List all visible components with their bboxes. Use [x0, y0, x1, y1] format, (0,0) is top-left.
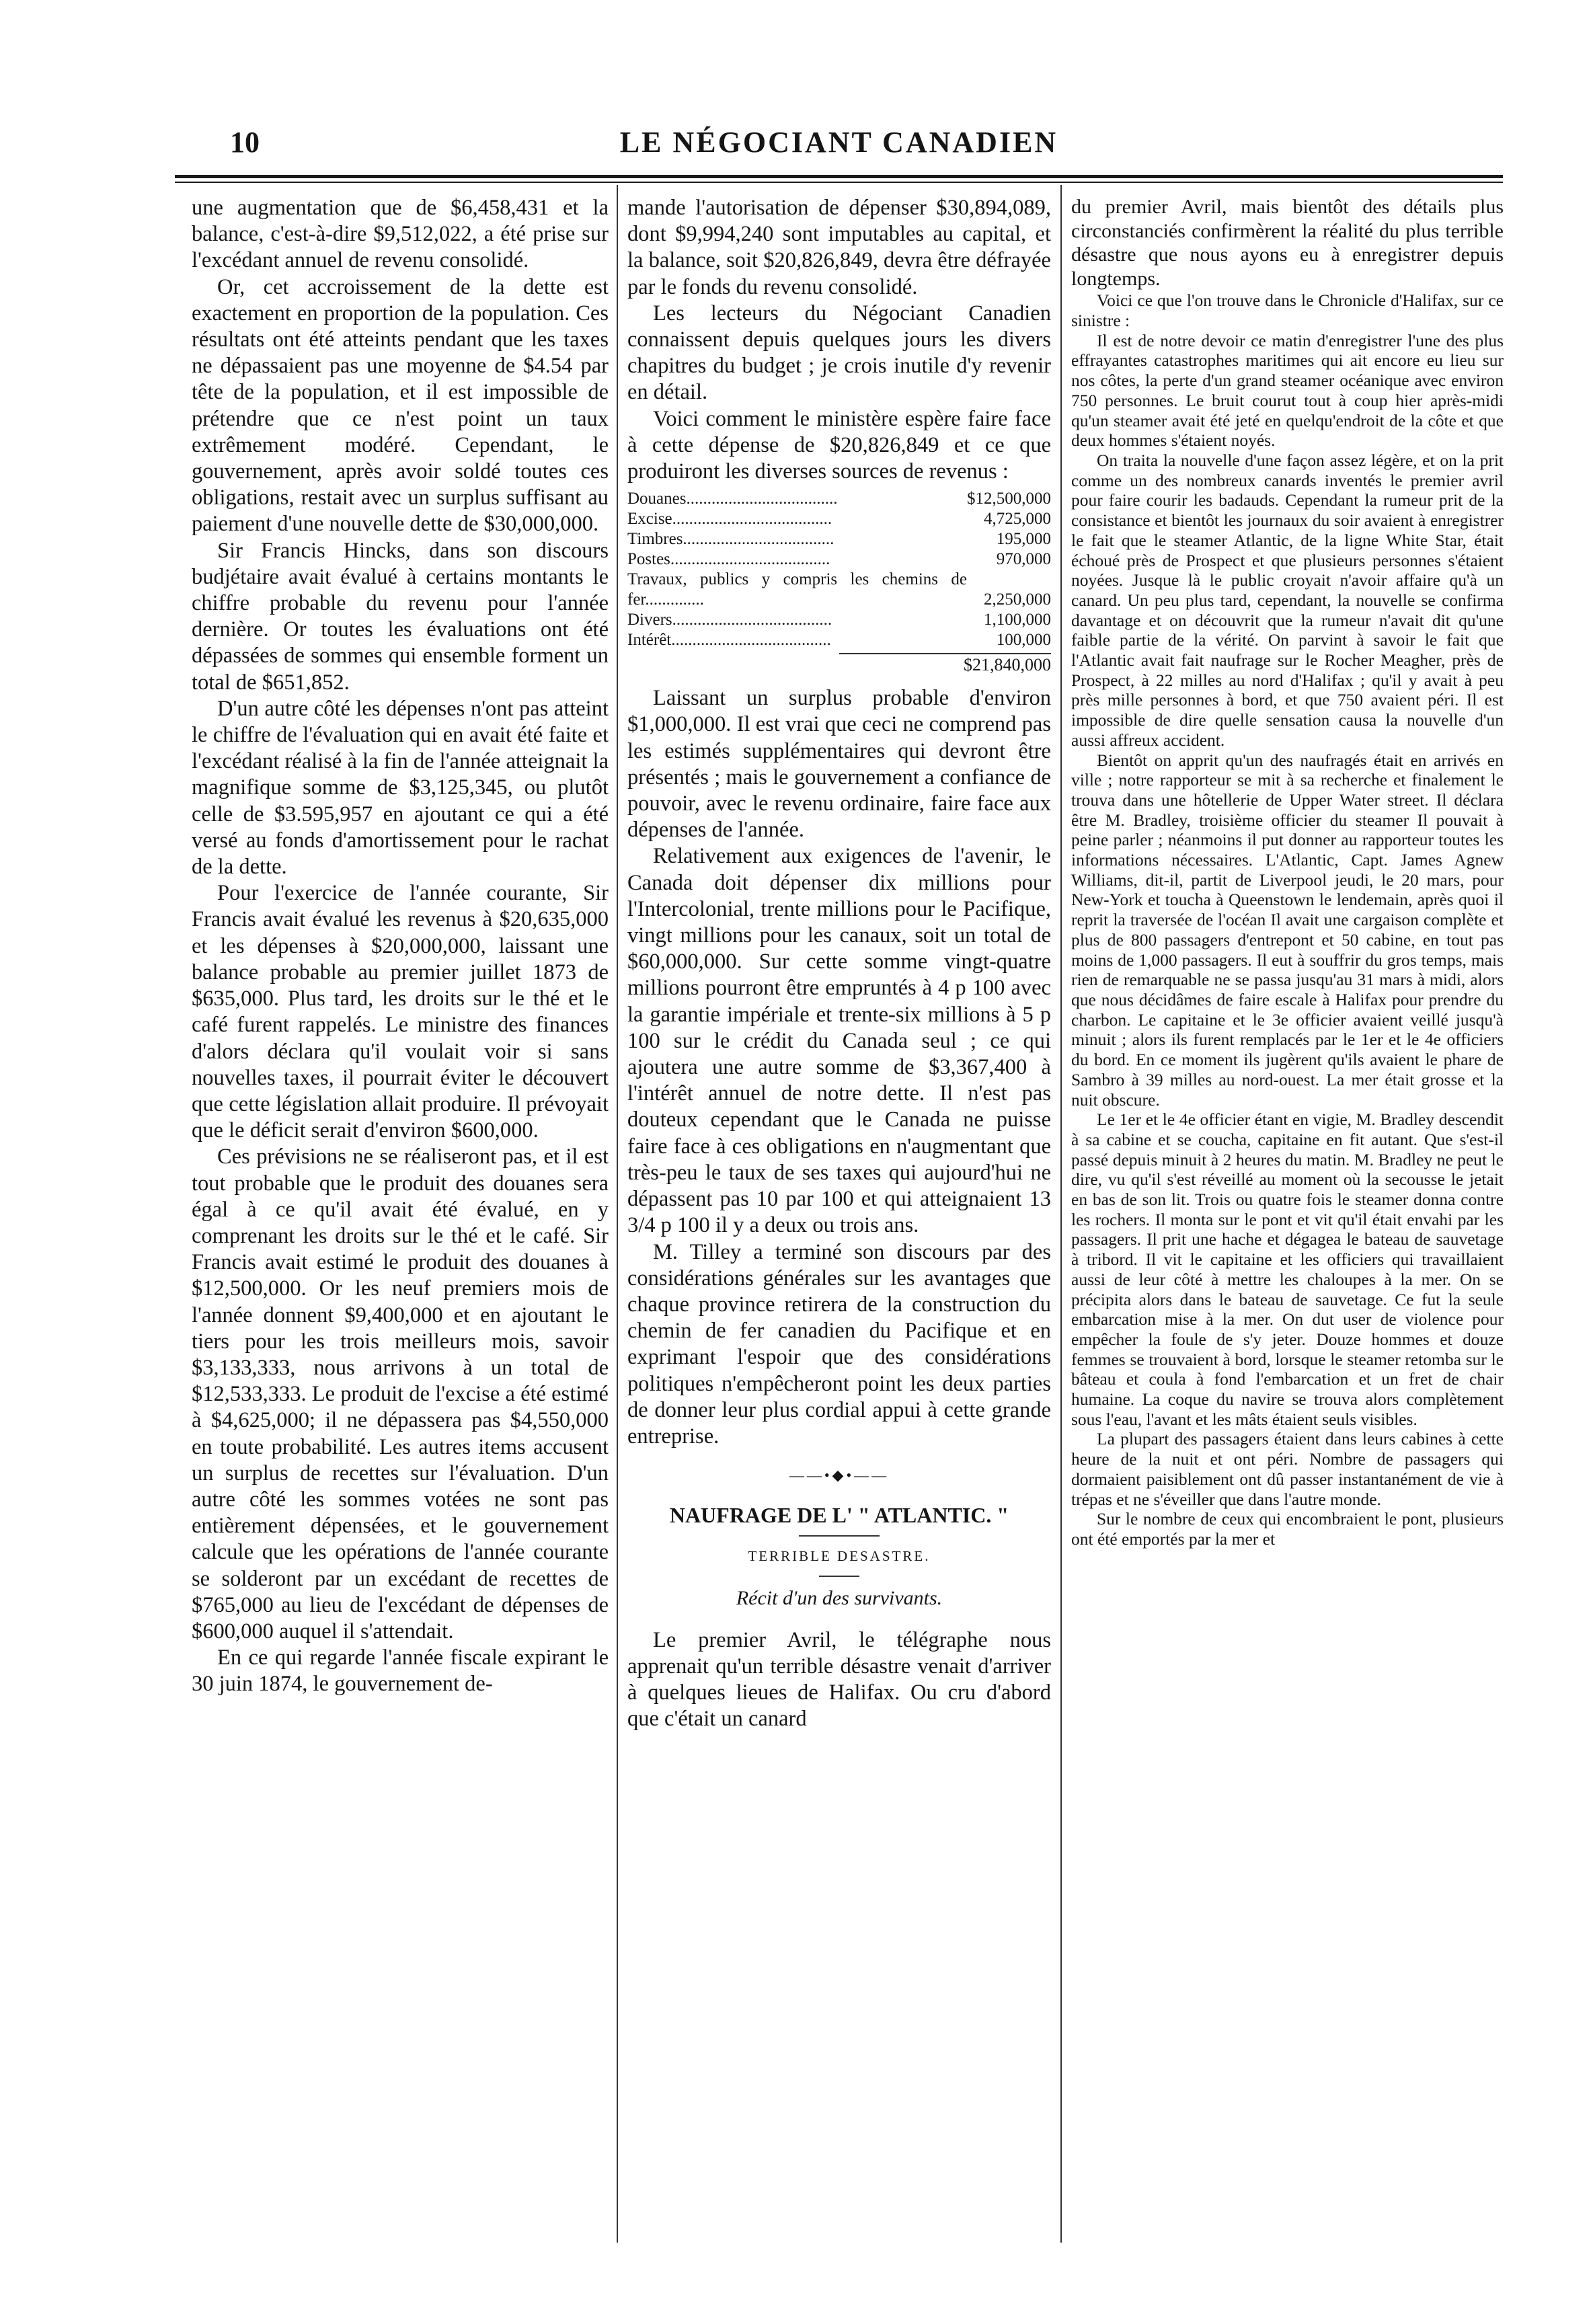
paragraph: Relativement aux exigences de l'avenir, le Canada doit dépenser dix millions pour l'Intercolonial, trente millions pour le Pacifique, vingt millions pour les canaux, soit un total de $60,000,000. Sur cette somme vingt-quatre millions pourront être empruntés à 4 p 100 avec la garantie impériale et trente-six millions à 5 p 100 sur le crédit du Canada seul ; ce qui ajoutera une autre somme de $3,367,400 à l'intérêt annuel de notre dette. Il n'est pas douteux cependant que le Canada ne puisse faire face à ces obligations en n'augmentant que très-peu le taux de ses taxes qui aujourd'hui ne dépassent pas 10 par 100 et qui atteignaient 13 3/4 p 100 il y a deux ou trois ans.	[627, 844, 1051, 1238]
table-cell-label: Travaux, publics y compris les chemins de fer..............	[627, 570, 967, 609]
table-cell-value: 970,000	[996, 550, 1051, 569]
table-row	[627, 549, 1051, 570]
paragraph: La plupart des passagers étaient dans leurs cabines à cette heure de la nuit et ont péri. Nombre de passagers qui dormaient paisiblement ont dû passer instantanément de vie à trépas et ne s'éveiller que dans l'autre monde.	[1071, 1429, 1504, 1509]
table-cell-label: Timbres....................................	[627, 530, 834, 549]
header-rule-thin	[175, 182, 1503, 183]
revenue-total: $21,840,000	[839, 653, 1051, 676]
paragraph: Bientôt on apprit qu'un des naufragés était en arrivés en ville ; notre rapporteur se mit à sa recherche et finalement le trouva dans une hôtellerie de Upper Water street. Il déclara être M. Bradley, troisième officier du steamer Il pouvait à peine parler ; néanmoins il put donner au rapporteur toutes les informations nécessaires. L'Atlantic, Capt. James Agnew Williams, dit-il, partit de Liverpool jeudi, le 20 mars, pour New-York et toucha à Queenstown le lendemain, après quoi il reprit la traversée de l'océan Il avait une cargaison complète et plus de 800 passagers d'entrepont et 50 cabine, en tout pas moins de 1,000 passagers. Il eut à souffrir du gros temps, mais rien de remarquable ne se passa jusqu'au 31 mars à midi, alors que nous décidâmes de faire escale à Halifax pour prendre du charbon. Le capitaine et le 3e officier avaient veillé jusqu'à minuit ; alors ils furent remplacés par le 1er et le 4e officiers du bord. En ce moment ils jugèrent qu'ils avaient le phare de Sambro à 39 milles au nord-ouest. La mer était grosse et la nuit obscure.	[1071, 750, 1504, 1110]
paragraph: Les lecteurs du Négociant Canadien connaissent depuis quelques jours les divers chapitres du budget ; je crois inutile d'y revenir en détail.	[627, 301, 1051, 405]
table-cell-label: Postes......................................	[627, 550, 830, 569]
newspaper-title: LE NÉGOCIANT CANADIEN	[619, 126, 1058, 159]
table-cell-label: Excise......................................	[627, 510, 832, 529]
paragraph: Sir Francis Hincks, dans son discours budjétaire avait évalué à certains montants le chiffre probable du revenu pour l'année dernière. Or toutes les évaluations ont été dépassées de sommes qui ensemble forment un total de $651,852.	[192, 538, 609, 695]
table-cell-value: 195,000	[996, 530, 1051, 549]
table-cell-label: Douanes....................................	[627, 490, 838, 508]
column-2	[627, 195, 1051, 1733]
page-header	[175, 125, 1503, 165]
paragraph: En ce qui regarde l'année fiscale expirant le 30 juin 1874, le gouvernement de-	[192, 1645, 609, 1697]
table-row	[627, 489, 1051, 509]
paragraph: Le premier Avril, le télégraphe nous apprenait qu'un terrible désastre venait d'arriver à quelques lieues de Halifax. Ou cru d'abord que c'était un canard	[627, 1627, 1051, 1732]
title-rule	[799, 1535, 880, 1537]
paragraph: Sur le nombre de ceux qui encombraient le pont, plusieurs ont été emportés par la mer et	[1071, 1509, 1504, 1549]
article-title: NAUFRAGE DE L' " ATLANTIC. "	[669, 1503, 1009, 1528]
table-cell-value: 2,250,000	[984, 590, 1051, 609]
section-ornament: ——•◆•——	[789, 1467, 890, 1484]
table-row	[627, 529, 1051, 549]
paragraph: Voici ce que l'on trouve dans le Chronicle d'Halifax, sur ce sinistre :	[1071, 290, 1504, 331]
paragraph: Il est de notre devoir ce matin d'enregistrer l'une des plus effrayantes catastrophes maritimes qui ait encore eu lieu sur nos côtes, la perte d'un grand steamer océanique avec environ 750 personnes. Le bruit courut tout à coup hier après-midi qu'un steamer avait été jeté en quelqu'endroit de la côte et que deux hommes s'étaient noyés.	[1071, 330, 1504, 451]
page-number: 10	[230, 126, 260, 159]
paragraph: mande l'autorisation de dépenser $30,894,089, dont $9,994,240 sont imputables au capital, et la balance, soit $20,826,849, devra être défrayée par le fonds du revenu consolidé.	[627, 196, 1051, 299]
table-row	[627, 630, 1051, 650]
paragraph: D'un autre côté les dépenses n'ont pas atteint le chiffre de l'évaluation qui en avait été faite et l'excédant réalisé à la fin de l'année atteignait la magnifique somme de $3,125,345, ou plutôt celle de $3.595,957 en ajoutant ce qui a été versé au fonds d'amortissement pour le rachat de la dette.	[192, 696, 609, 880]
table-cell-value: $12,500,000	[967, 490, 1051, 508]
column-divider	[1060, 185, 1062, 2243]
column-1	[192, 195, 609, 1698]
article-byline: Récit d'un des survivants.	[736, 1586, 943, 1609]
paragraph: Laissant un surplus probable d'environ $1,000,000. Il est vrai que ceci ne comprend pas les estimés supplémentaires qui devront être présentés ; mais le gouvernement a confiance de pouvoir, avec le revenu ordinaire, faire face aux dépenses de l'année.	[627, 686, 1051, 843]
paragraph: M. Tilley a terminé son discours par des considérations générales sur les avantages que chaque province retirera de la construction du chemin de fer canadien du Pacifique et en exprimant l'espoir que des considérations politiques n'empêcheront point les deux parties de donner leur plus cordial appui à cette grande entreprise.	[627, 1239, 1051, 1448]
paragraph: Or, cet accroissement de la dette est exactement en proportion de la population. Ces résultats ont été atteints pendant que les taxes ne dépassaient pas une moyenne de $4.54 par tête de la population, et il est impossible de prétendre que ce n'est point un taux extrêmement modéré. Cependant, le gouvernement, après avoir soldé toutes ces obligations, restait avec un surplus suffisant au paiement d'une nouvelle dette de $30,000,000.	[192, 274, 609, 537]
paragraph: Voici comment le ministère espère faire face à cette dépense de $20,826,849 et ce que produiront les diverses sources de revenus :	[627, 406, 1051, 484]
paragraph: Le 1er et le 4e officier étant en vigie, M. Bradley descendit à sa cabine et se coucha, capitaine en fit autant. Que s'est-il passé depuis minuit à 2 heures du matin. M. Bradley ne peut le dire, vu qu'il s'est réveillé au moment où la secousse le jetait en bas de son lit. Trois ou quatre fois le steamer donna contre les rochers. Il monta sur le pont et vit qu'il était envahi par les passagers. Il prit une hache et dégagea le bateau de sauvetage à tribord. Il vit le capitaine et les officiers qui travaillaient aussi de leur côté à mettre les chaloupes à la mer. On se précipita alors dans le bateau de sauvetage. Ce fut la seule embarcation mise à la mer. On dut user de violence pour empêcher la foule de s'y jeter. Douze hommes et douze femmes se trouvaient à bord, lorsque le steamer retomba sur le bâteau et coula à fond l'embarcation et un fret de chair humaine. La coque du navire se trouva alors complètement sous l'eau, l'avant et les mâts étaient seuls visibles.	[1071, 1110, 1504, 1429]
paragraph: On traita la nouvelle d'une façon assez légère, et on la prit comme un des nombreux canards inventés le premier avril pour faire courir les badauds. Cependant la rumeur prit de la consistance et bientôt les journaux du soir avaient à enregistrer le fait que le steamer Atlantic, de la ligne White Star, était échoué près de Prospect et que plusieurs personnes s'étaient noyées. Jusque là le public croyait n'avoir affaire qu'à un canard. Un peu plus tard, cependant, la nouvelle se confirma davantage et on découvrit que la rumeur n'avait dit qu'une faible partie de la vérité. On parvint à savoir le fait que l'Atlantic avait fait naufrage sur le Rocher Meagher, près de Prospect, à 22 milles au nord d'Halifax ; qu'il y avait à peu près mille personnes à bord, et que 750 avaient péri. Il est impossible de dire quelle sensation causa la nouvelle d'un aussi affreux accident.	[1071, 451, 1504, 750]
paragraph: du premier Avril, mais bientôt des détails plus circonstanciés confirmèrent la réalité du plus terrible désastre que nous ayons eu à enregistrer depuis longtemps.	[1071, 196, 1504, 290]
paragraph: Pour l'exercice de l'année courante, Sir Francis avait évalué les revenus à $20,635,000 et les dépenses à $20,000,000, laissant une balance probable au premier juillet 1873 de $635,000. Plus tard, les droits sur le thé et le café furent rappelés. Le ministre des finances d'alors déclara qu'il voulait voir si sans nouvelles taxes, il pourrait éviter le découvert que cette législation allait produire. Il prévoyait que le déficit serait d'environ $600,000.	[192, 881, 609, 1143]
paragraph: Ces prévisions ne se réaliseront pas, et il est tout probable que le produit des douanes sera égal à ce qu'il avait été évalué, en y comprenant les droits sur le thé et le café. Sir Francis avait estimé le produit des douanes à $12,500,000. Or les neuf premiers mois de l'année donnent $9,400,000 et en ajoutant le tiers pour les trois meilleurs mois, savoir $3,133,333, nous arrivons à un total de $12,533,333. Le produit de l'excise a été estimé à $4,625,000; il ne dépassera pas $4,550,000 en toute probabilité. Les autres items accusent un surplus de recettes sur l'évaluation. D'un autre côté les sommes votées ne sont pas entièrement dépensées, et le gouvernement calcule que les opérations de l'année courante se solderont par un excédant de recettes de $765,000 au lieu de l'excédant de dépenses de $600,000 auquel il s'attendait.	[192, 1145, 609, 1643]
table-row	[627, 570, 1051, 610]
table-row	[627, 610, 1051, 630]
revenue-table	[627, 489, 1051, 650]
column-3	[1071, 195, 1504, 1549]
article-subtitle: TERRIBLE DESASTRE.	[748, 1548, 931, 1565]
subtitle-rule	[819, 1576, 859, 1577]
paragraph: une augmentation que de $6,458,431 et la balance, c'est-à-dire $9,512,022, a été prise sur l'excédant annuel de revenu consolidé.	[192, 196, 609, 273]
table-row	[627, 509, 1051, 529]
table-cell-label: Divers......................................	[627, 611, 832, 629]
table-cell-value: 1,100,000	[984, 611, 1051, 629]
column-divider	[617, 185, 618, 2243]
table-cell-label: Intérêt......................................	[627, 631, 831, 650]
header-rule	[175, 175, 1503, 178]
table-cell-value: 4,725,000	[984, 510, 1051, 529]
table-cell-value: 100,000	[996, 631, 1051, 650]
